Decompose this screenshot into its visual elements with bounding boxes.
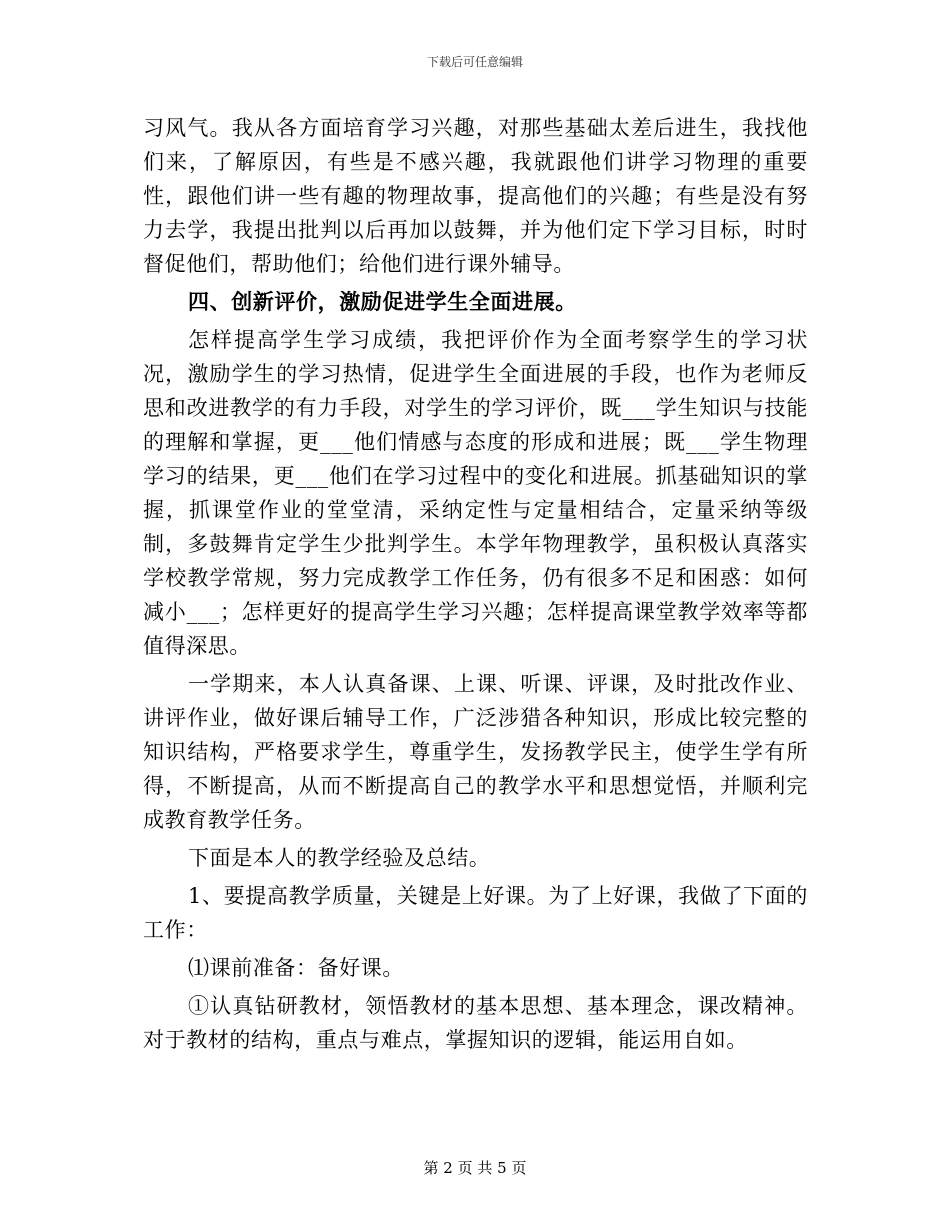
paragraph-item-1: 1、要提高教学质量，关键是上好课。为了上好课，我做了下面的工作： xyxy=(143,884,808,942)
page-header: 下载后可任意编辑 xyxy=(426,55,523,69)
paragraph-evaluation: 怎样提高学生学习成绩，我把评价作为全面考察学生的学习状况，激励学生的学习热情，促进学生全面进展的手段，也作为老师反思和改进教学的有力手段，对学生的学习评价，既___学生知识与技能的理解和掌握，更___他们情感与态度的形成和进展；既___学生物理学习的结果，更___他们在学习过程中的变化和进展。抓基础知识的掌握，抓课堂作业的堂堂清，采纳定性与定量相结合，定量采纳等级制，多鼓舞肯定学生少批判学生。本学年物理教学，虽积极认真落实学校教学常规，努力完成教学工作任务，仍有很多不足和困惑：如何减小___；怎样更好的提高学生学习兴趣；怎样提高课堂教学效率等都值得深思。 xyxy=(143,328,808,658)
paragraph-subitem-circled-1: ①认真钻研教材，领悟教材的基本思想、基本理念，课改精神。对于教材的结构，重点与难点，掌握知识的逻辑，能运用自如。 xyxy=(143,994,808,1052)
section-heading: 四、创新评价，激励促进学生全面进展。 xyxy=(188,290,577,314)
page-footer: 第 2 页 共 5 页 xyxy=(423,1159,527,1177)
paragraph-semester-summary: 一学期来，本人认真备课、上课、听课、评课，及时批改作业、讲评作业，做好课后辅导工作，广泛涉猎各种知识，形成比较完整的知识结构，严格要求学生，尊重学生，发扬教学民主，使学生学有所得，不断提高，从而不断提高自己的教学水平和思想觉悟，并顺利完成教育教学任务。 xyxy=(143,672,808,832)
paragraph-intro-experience: 下面是本人的教学经验及总结。 xyxy=(188,846,491,870)
paragraph-continuation: 习风气。我从各方面培育学习兴趣，对那些基础太差后进生，我找他们来，了解原因，有些是不感兴趣，我就跟他们讲学习物理的重要性，跟他们讲一些有趣的物理故事，提高他们的兴趣；有些是没有努力去学，我提出批判以后再加以鼓舞，并为他们定下学习目标，时时督促他们，帮助他们；给他们进行课外辅导。 xyxy=(143,116,808,276)
paragraph-subitem-1: ⑴课前准备：备好课。 xyxy=(188,956,404,980)
document-body xyxy=(143,111,808,1061)
